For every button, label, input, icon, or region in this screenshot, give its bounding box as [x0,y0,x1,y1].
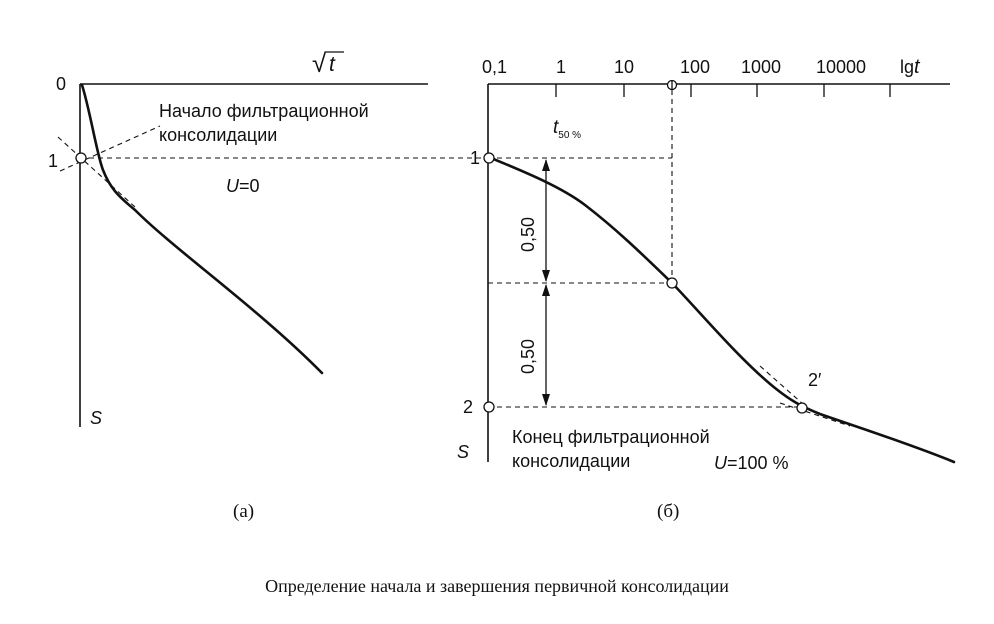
panel-b [457,56,954,522]
lower-half-label: 0,50 [518,338,538,374]
panel-a-annotation-line-2: консолидации [159,125,278,145]
secondary-tangent-line [780,403,850,426]
panel-b-point-2prime-label: 2′ [808,370,822,390]
upper-half-arrow-top [542,159,550,171]
upper-half-label: 0,50 [518,216,538,252]
panel-a-secant-line [60,126,160,171]
upper-half-arrow-bottom [542,270,550,282]
panel-b-tick-label-0-1: 0,1 [482,57,508,77]
panel-b-tick-label-1000: 1000 [741,57,782,77]
panel-b-annotation-line-1: Конец фильтрационной [512,427,710,447]
panel-a-x-radical: √ [312,48,327,78]
t50-label: $t_{50 \%}$ [553,117,582,141]
lower-half-arrow-bottom [542,394,550,406]
panel-a-caption: (а) [233,501,255,522]
panel-b-point-half-marker [667,278,677,288]
panel-b-point-2-label: 2 [463,397,474,417]
panel-b-tick-label-1: 1 [556,57,567,77]
panel-b-caption: (б) [657,501,680,522]
panel-b-x-axis-label: lgt [900,56,920,78]
panel-b-u-label: U=100 % [714,453,789,473]
panel-b-point-2prime-marker [797,403,807,413]
panel-a-origin-label: 0 [56,74,67,94]
panel-b-consolidation-curve [491,158,954,462]
panel-b-y-axis-label: S [457,442,470,462]
panel-b-point-1-label: 1 [470,148,481,168]
panel-a-y-axis-label: S [90,408,103,428]
panel-a-point-1-marker [76,153,86,163]
panel-b-point-1-marker [484,153,494,163]
lower-half-arrow-top [542,284,550,296]
panel-b-tick-label-10: 10 [614,57,635,77]
panel-a-annotation-line-1: Начало фильтрационной [159,101,369,121]
panel-b-tick-label-10000: 10000 [816,57,867,77]
panel-b-annotation-line-2: консолидации [512,451,631,471]
panel-a-x-axis-label: t [329,53,335,76]
panel-b-tick-label-100: 100 [680,57,711,77]
panel-a [48,48,488,522]
panel-b-point-2-marker [484,402,494,412]
panel-a-point-1-label: 1 [48,151,59,171]
figure-caption: Определение начала и завершения первичной консолидации [265,576,729,596]
panel-a-u-label: U=0 [226,176,260,196]
